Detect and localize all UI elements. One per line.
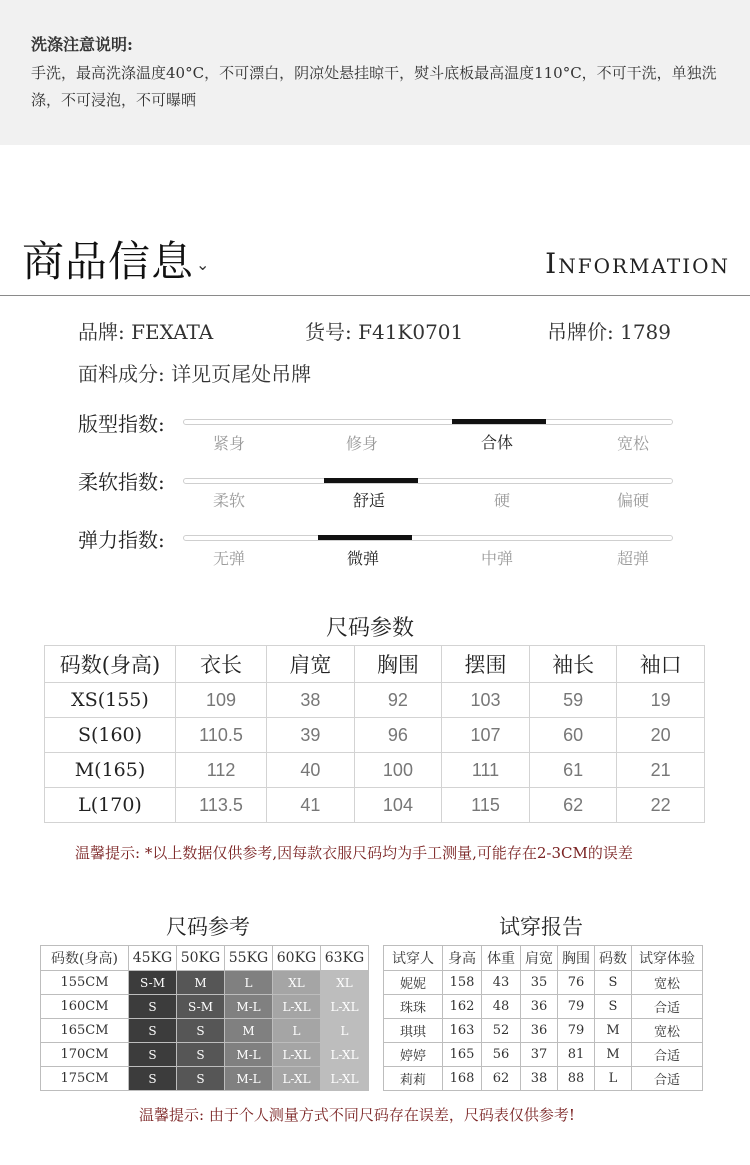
table-cell: 104 [354, 788, 442, 823]
care-title: 洗涤注意说明: [31, 35, 133, 54]
table-cell: 36 [521, 1019, 558, 1043]
table-cell: 158 [443, 971, 482, 995]
table-header-cell: 衣长 [176, 646, 267, 683]
table-header-cell: 肩宽 [521, 946, 558, 971]
index-option: 超弹 [617, 549, 650, 568]
index-option: 中弹 [481, 549, 514, 568]
table-cell: 36 [521, 995, 558, 1019]
table-cell: 60 [529, 718, 617, 753]
table-cell: 62 [529, 788, 617, 823]
table-cell: 21 [617, 753, 705, 788]
size-cell: L [321, 1019, 369, 1043]
table-header-cell: 摆围 [442, 646, 530, 683]
table-cell: 37 [521, 1043, 558, 1067]
index-label: 版型指数: [78, 412, 165, 436]
table-cell: 165CM [41, 1019, 129, 1043]
table-cell: 160CM [41, 995, 129, 1019]
index-selected-marker [324, 478, 418, 483]
size-cell: S [129, 1043, 177, 1067]
table-cell: S [595, 971, 632, 995]
size-cell: S [177, 1019, 225, 1043]
index-option: 修身 [346, 434, 379, 453]
table-row [45, 718, 705, 753]
table-cell: 88 [558, 1067, 595, 1091]
size-cell: L [273, 1019, 321, 1043]
footer-tip: 温馨提示: 由于个人测量方式不同尺码存在误差，尺码表仅供参考! [139, 1106, 575, 1124]
index-track [183, 478, 673, 484]
size-cell: S [129, 1067, 177, 1091]
table-cell: 92 [354, 683, 442, 718]
table-cell: S(160) [45, 718, 176, 753]
table-cell: 107 [442, 718, 530, 753]
size-cell: XL [273, 971, 321, 995]
index-option-selected: 微弹 [347, 549, 380, 568]
table-row [384, 1019, 703, 1043]
size-ref-table [40, 945, 369, 1091]
table-cell: 62 [482, 1067, 521, 1091]
index-label: 柔软指数: [78, 470, 165, 494]
table-cell: 合适 [632, 1067, 703, 1091]
table-cell: 宽松 [632, 971, 703, 995]
index-selected-marker [318, 535, 412, 540]
table-cell: 40 [267, 753, 355, 788]
size-cell: M [225, 1019, 273, 1043]
index-option: 宽松 [617, 434, 650, 453]
size-cell: L-XL [321, 1067, 369, 1091]
table-row [41, 1019, 369, 1043]
table-cell: 100 [354, 753, 442, 788]
size-cell: L-XL [273, 995, 321, 1019]
index-option: 柔软 [213, 491, 246, 510]
size-cell: L-XL [321, 995, 369, 1019]
size-params-title: 尺码参数 [326, 616, 415, 641]
brand: 品牌: FEXATA [78, 320, 214, 344]
table-row [41, 1067, 369, 1091]
table-header-cell: 袖口 [617, 646, 705, 683]
table-header-row [41, 946, 369, 971]
table-row [41, 971, 369, 995]
table-cell: 155CM [41, 971, 129, 995]
try-report-title: 试穿报告 [499, 915, 583, 939]
chevron-down-icon: ⌄ [196, 255, 210, 274]
try-report-table [383, 945, 703, 1091]
table-row [45, 788, 705, 823]
table-cell: 39 [267, 718, 355, 753]
size-cell: S [129, 1019, 177, 1043]
index-label: 弹力指数: [78, 528, 165, 552]
info-title-en: Information [545, 247, 730, 280]
table-cell: 175CM [41, 1067, 129, 1091]
table-header-cell: 试穿体验 [632, 946, 703, 971]
table-header-cell: 试穿人 [384, 946, 443, 971]
table-cell: 52 [482, 1019, 521, 1043]
table-header-cell: 码数(身高) [45, 646, 176, 683]
table-cell: 170CM [41, 1043, 129, 1067]
table-header-cell: 身高 [443, 946, 482, 971]
care-text: 手洗，最高洗涤温度40°C，不可漂白，阴凉处悬挂晾干，熨斗底板最高温度110°C，不可干洗，单独洗涤，不可浸泡，不可曝晒 [31, 64, 717, 109]
fabric: 面料成分: 详见页尾处吊牌 [78, 362, 312, 386]
table-header-cell: 胸围 [354, 646, 442, 683]
tag-price: 吊牌价: 1789 [547, 320, 671, 344]
table-cell: M [595, 1043, 632, 1067]
size-cell: M-L [225, 1067, 273, 1091]
table-cell: 110.5 [176, 718, 267, 753]
table-cell: 宽松 [632, 1019, 703, 1043]
size-cell: M-L [225, 1043, 273, 1067]
size-cell: M-L [225, 995, 273, 1019]
table-cell: 妮妮 [384, 971, 443, 995]
table-cell: 合适 [632, 995, 703, 1019]
table-header-cell: 50KG [177, 946, 225, 971]
table-cell: 合适 [632, 1043, 703, 1067]
table-row [384, 995, 703, 1019]
table-cell: 109 [176, 683, 267, 718]
size-ref-title: 尺码参考 [166, 915, 250, 939]
index-track [183, 535, 673, 541]
table-cell: 165 [443, 1043, 482, 1067]
table-row [45, 753, 705, 788]
size-cell: L [225, 971, 273, 995]
table-cell: 43 [482, 971, 521, 995]
table-row [45, 683, 705, 718]
table-header-cell: 55KG [225, 946, 273, 971]
size-cell: L-XL [321, 1043, 369, 1067]
size-cell: S-M [129, 971, 177, 995]
table-cell: 20 [617, 718, 705, 753]
table-cell: XS(155) [45, 683, 176, 718]
size-cell: L-XL [273, 1043, 321, 1067]
divider [0, 295, 750, 296]
table-cell: 35 [521, 971, 558, 995]
table-cell: 113.5 [176, 788, 267, 823]
index-option: 硬 [494, 491, 511, 510]
table-cell: 112 [176, 753, 267, 788]
table-row [41, 1043, 369, 1067]
table-header-cell: 60KG [273, 946, 321, 971]
table-cell: 珠珠 [384, 995, 443, 1019]
table-cell: 103 [442, 683, 530, 718]
size-cell: S [177, 1043, 225, 1067]
table-row [384, 1067, 703, 1091]
item-number: 货号: F41K0701 [305, 320, 464, 344]
size-params-table [44, 645, 705, 823]
index-option-selected: 舒适 [353, 491, 386, 510]
table-header-cell: 45KG [129, 946, 177, 971]
size-cell: S [177, 1067, 225, 1091]
index-option: 偏硬 [617, 491, 650, 510]
table-cell: 96 [354, 718, 442, 753]
table-header-cell: 63KG [321, 946, 369, 971]
size-cell: L-XL [273, 1067, 321, 1091]
size-cell: S-M [177, 995, 225, 1019]
table-cell: 115 [442, 788, 530, 823]
table-cell: 22 [617, 788, 705, 823]
table-cell: 38 [521, 1067, 558, 1091]
table-cell: M(165) [45, 753, 176, 788]
size-cell: M [177, 971, 225, 995]
table-cell: 56 [482, 1043, 521, 1067]
table-cell: L [595, 1067, 632, 1091]
table-cell: 48 [482, 995, 521, 1019]
table-cell: 111 [442, 753, 530, 788]
table-cell: 61 [529, 753, 617, 788]
table-header-row [384, 946, 703, 971]
table-cell: L(170) [45, 788, 176, 823]
index-selected-marker [452, 419, 546, 424]
table-row [384, 971, 703, 995]
table-header-cell: 袖长 [529, 646, 617, 683]
table-cell: 162 [443, 995, 482, 1019]
table-cell: 38 [267, 683, 355, 718]
table-cell: 婷婷 [384, 1043, 443, 1067]
table-cell: 19 [617, 683, 705, 718]
info-header [0, 225, 750, 295]
table-header-cell: 体重 [482, 946, 521, 971]
size-cell: S [129, 995, 177, 1019]
index-track [183, 419, 673, 425]
table-cell: 168 [443, 1067, 482, 1091]
table-cell: 76 [558, 971, 595, 995]
table-header-cell: 码数(身高) [41, 946, 129, 971]
table-cell: M [595, 1019, 632, 1043]
info-title-zh: 商品信息 [22, 237, 195, 286]
table-row [384, 1043, 703, 1067]
table-cell: 41 [267, 788, 355, 823]
table-header-cell: 码数 [595, 946, 632, 971]
table-cell: S [595, 995, 632, 1019]
table-header-row [45, 646, 705, 683]
table-cell: 79 [558, 1019, 595, 1043]
table-cell: 81 [558, 1043, 595, 1067]
table-cell: 莉莉 [384, 1067, 443, 1091]
table-cell: 163 [443, 1019, 482, 1043]
table-row [41, 995, 369, 1019]
size-cell: XL [321, 971, 369, 995]
index-option-selected: 合体 [481, 433, 514, 452]
index-option: 紧身 [213, 434, 246, 453]
table-cell: 琪琪 [384, 1019, 443, 1043]
index-option: 无弹 [213, 549, 246, 568]
size-params-tip: 温馨提示: *以上数据仅供参考,因每款衣服尺码均为手工测量,可能存在2-3CM的误差 [75, 844, 633, 862]
table-cell: 79 [558, 995, 595, 1019]
table-header-cell: 肩宽 [267, 646, 355, 683]
care-section [0, 0, 750, 145]
table-header-cell: 胸围 [558, 946, 595, 971]
table-cell: 59 [529, 683, 617, 718]
